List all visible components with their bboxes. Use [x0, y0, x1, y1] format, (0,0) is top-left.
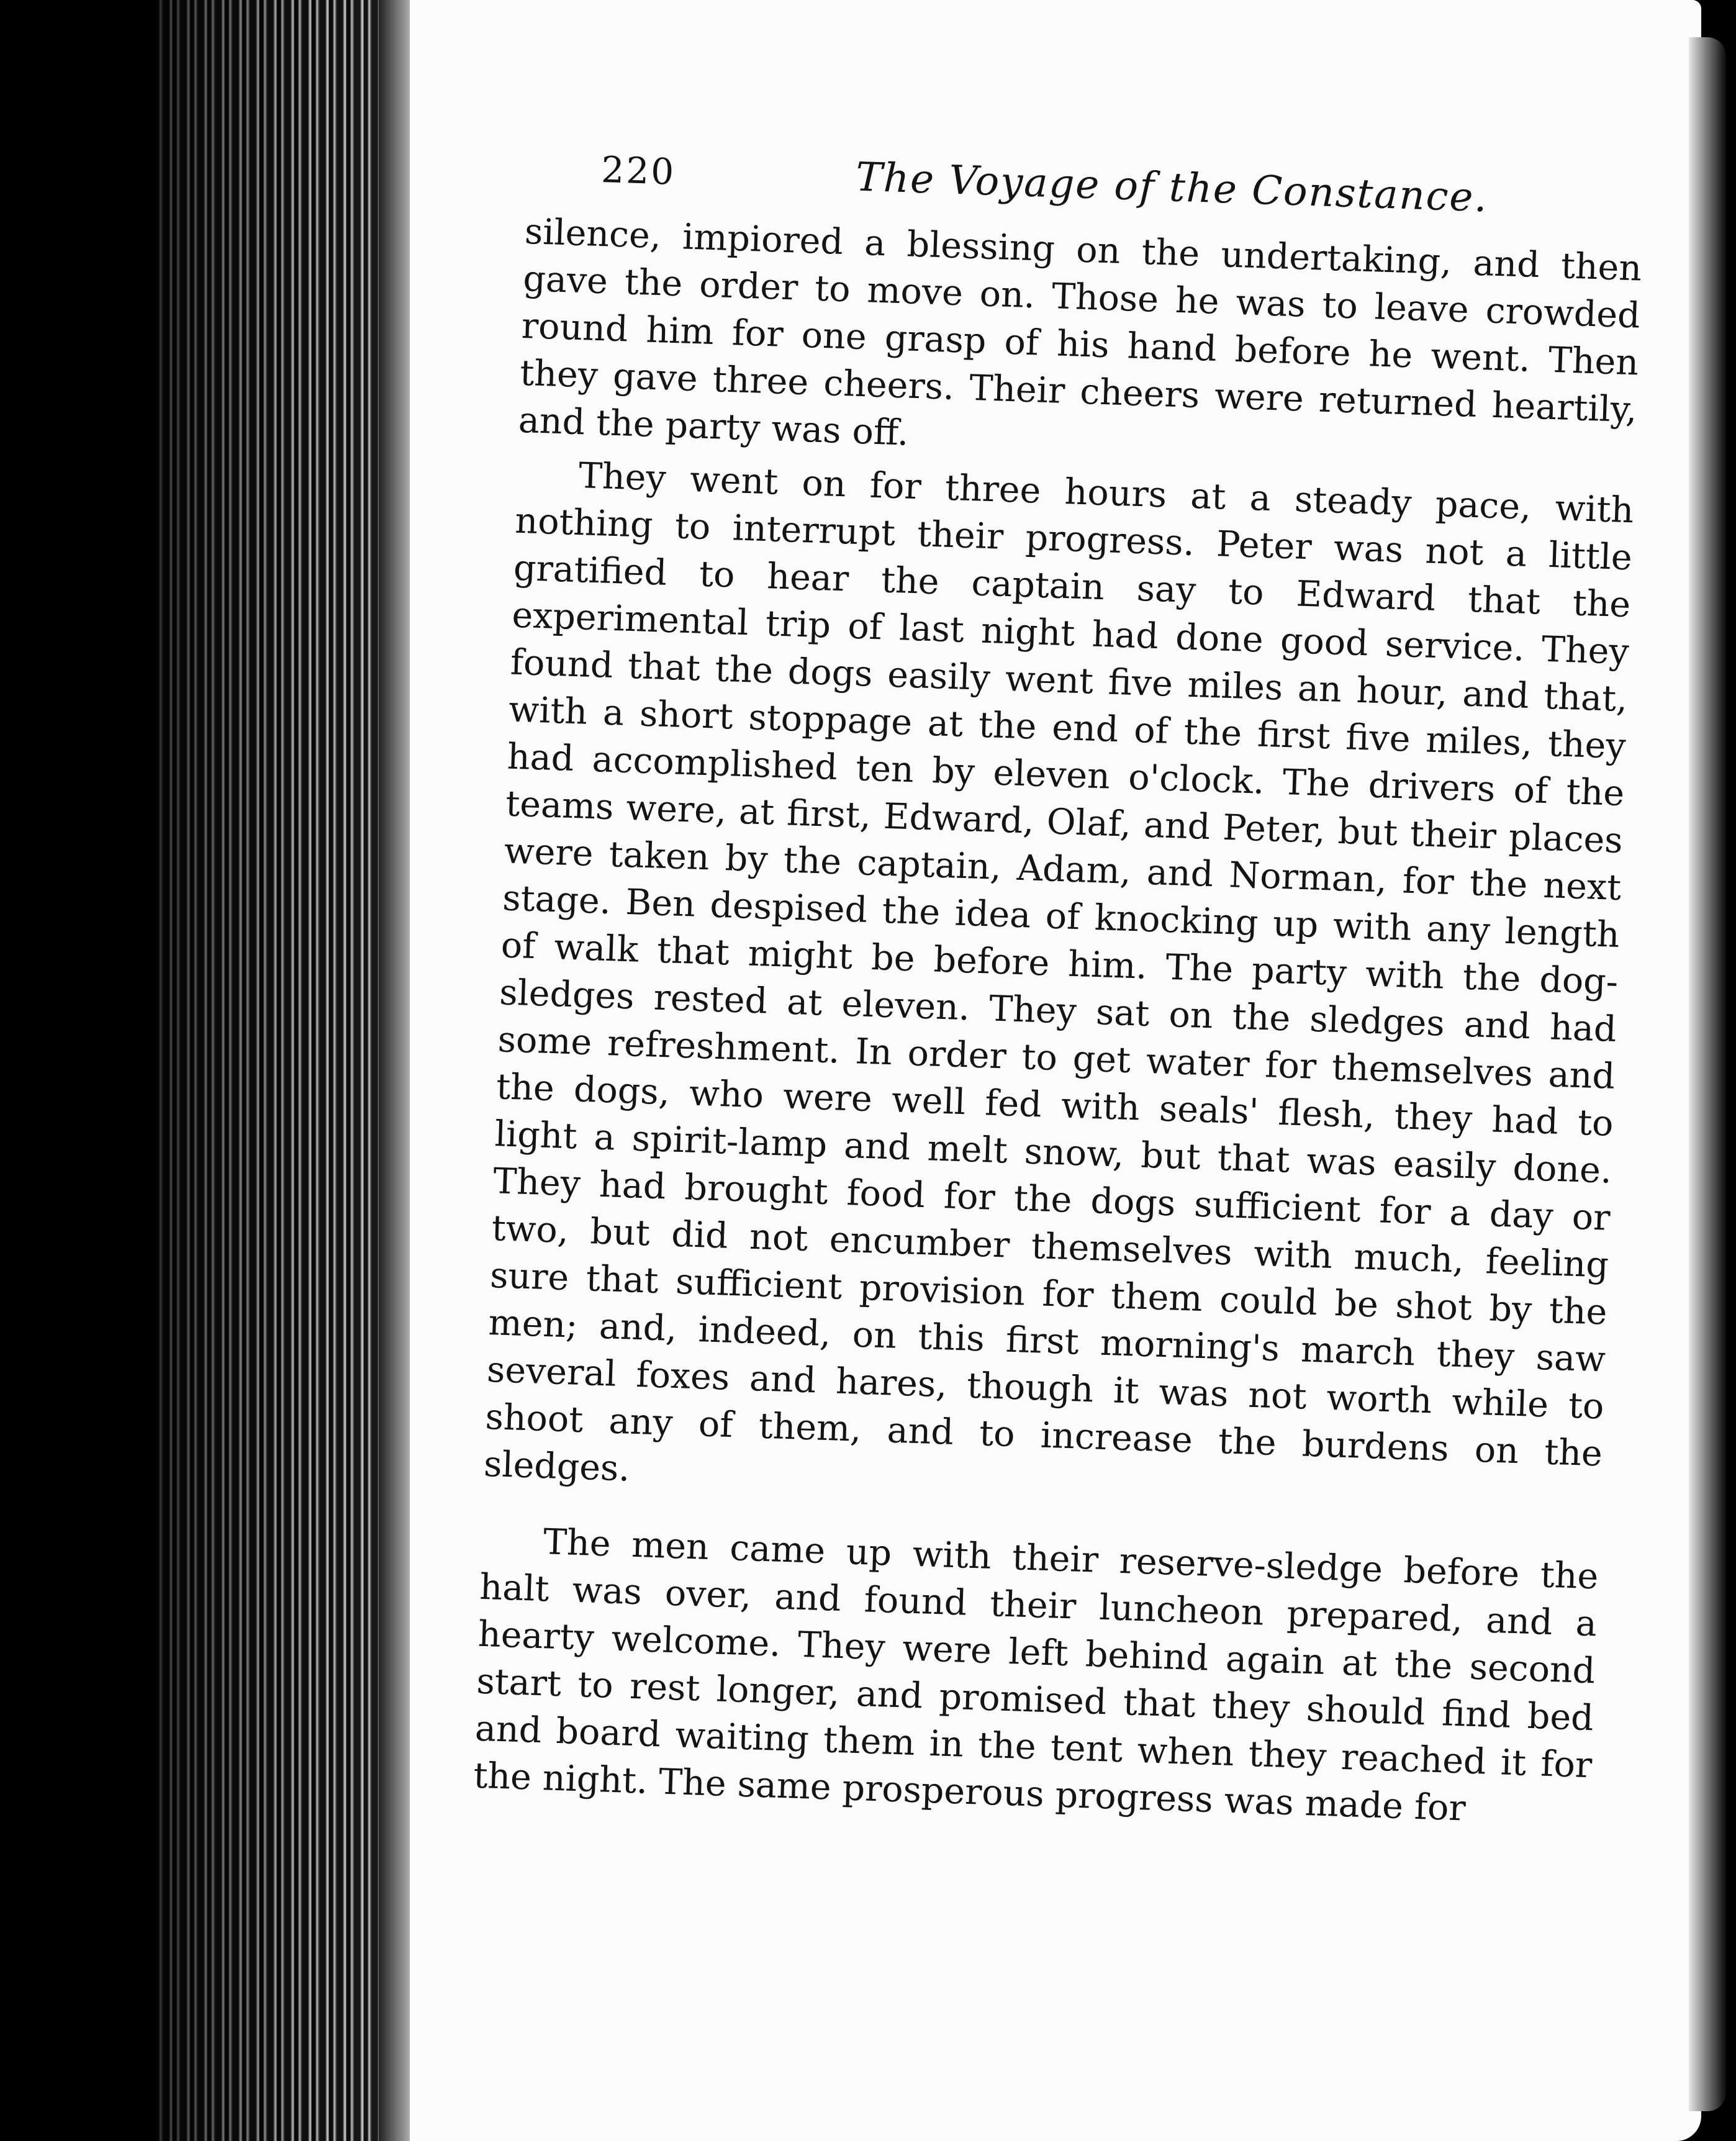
running-title: The Voyage of the Constance. — [855, 154, 1489, 222]
page-edges-shading — [155, 0, 416, 2141]
page-number: 220 — [600, 148, 677, 193]
paragraph: The men came up with their reserve-sledge before the halt was over, and found their luncheon prepared, and a hearty welcome. They were left behind again at the second start to rest longer, and promised that they should find bed and board waiting them in the tent when they reached it for the night. The same prosperous progress was made for — [472, 1521, 1599, 1829]
page-right-edge — [1689, 37, 1726, 2111]
text-block — [472, 140, 1645, 1836]
paragraph: They went on for three hours at a steady pace, with nothing to interrupt their progress. Peter was not a little gratified to hear the captain say to Edward that the experimental trip of last night had done good service. They found that the dogs easily went five miles an hour, and that, with a short stoppage at the end of the first five miles, they had accomplished ten by eleven o'clock. The drivers of the teams were, at first, Edward, Olaf, and Peter, but their places were taken by the captain, Adam, and Norman, for the next stage. Ben despised the idea of knocking up with any length of walk that might be before him. The party with the dog-sledges rested at eleven. They sat on the sledges and had some refreshment. In order to get water for themselves and the dogs, who were well fed with seals' flesh, they had to light a spirit-lamp and melt snow, but that was easily done. They had brought food for the dogs sufficient for a day or two, but did not encumber themselves with much, feeling sure that sufficient provision for them could be shot by the men; and, indeed, on this first morning's march they saw several foxes and hares, though it was not worth while to shoot any of them, and to increase the burdens on the sledges. — [483, 455, 1635, 1490]
paragraph-continued: silence, impiored a blessing on the undertaking, and then gave the order to move on. Those he was to leave crowded round him for one grasp of his hand before he went. Then they gave three cheers. Their cheers were returned heartily, and the party was off. — [517, 210, 1643, 454]
